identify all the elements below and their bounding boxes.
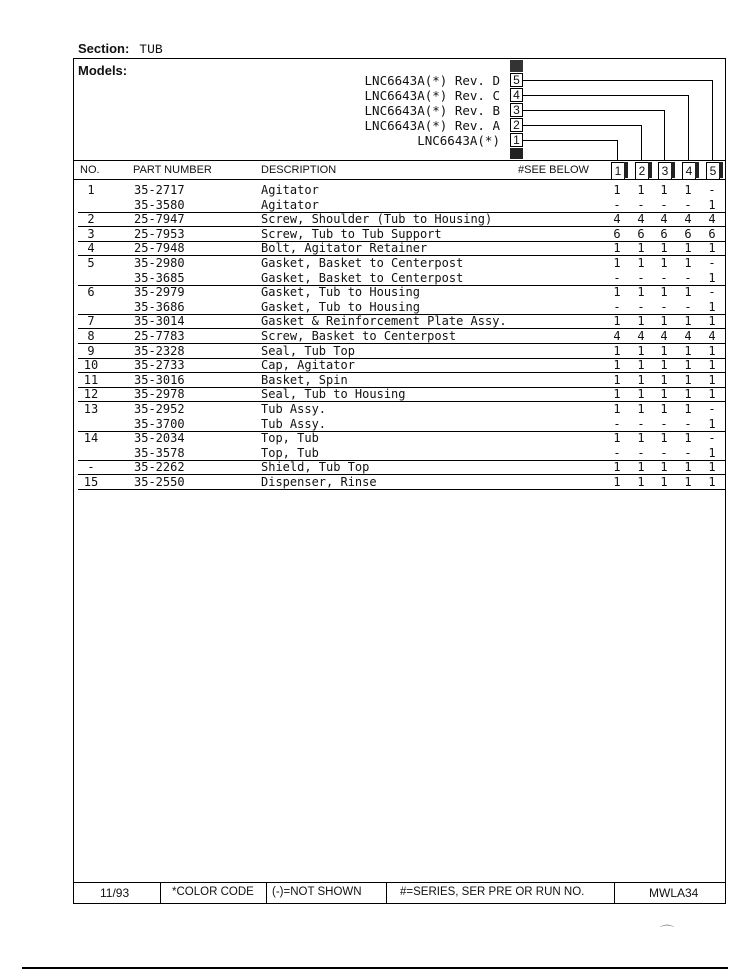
- quantity-cell: -: [660, 416, 668, 431]
- quantity-cell: -: [708, 183, 716, 197]
- model-name: LNC6643A(*) Rev. A: [364, 118, 500, 133]
- part-description: Basket, Spin: [261, 372, 348, 387]
- part-description: Seal, Tub Top: [261, 343, 355, 358]
- item-number: 3: [87, 226, 95, 241]
- quantity-cell: 4: [684, 329, 692, 343]
- model-name: LNC6643A(*) Rev. C: [364, 88, 500, 103]
- footer-code: MWLA34: [649, 886, 699, 900]
- part-description: Bolt, Agitator Retainer: [261, 241, 428, 256]
- row-divider: [78, 489, 725, 490]
- part-number: 25-7953: [134, 226, 185, 241]
- quantity-cell: 1: [660, 431, 668, 446]
- section-heading: [78, 41, 163, 57]
- quantity-cell: 1: [684, 314, 692, 329]
- quantity-cell: -: [684, 270, 692, 285]
- quantity-cell: -: [637, 270, 645, 285]
- quantity-cell: 1: [637, 183, 645, 197]
- quantity-cell: 1: [613, 183, 621, 197]
- quantity-cell: 1: [684, 387, 692, 402]
- quantity-cell: 1: [613, 475, 621, 489]
- quantity-cell: 1: [708, 372, 716, 387]
- quantity-cell: 1: [660, 387, 668, 402]
- quantity-cell: 1: [613, 431, 621, 446]
- model-column-header: 3: [658, 162, 672, 180]
- part-number: 25-7947: [134, 212, 185, 227]
- quantity-cell: 4: [708, 212, 716, 227]
- quantity-cell: -: [637, 299, 645, 314]
- part-description: Tub Assy.: [261, 402, 327, 416]
- model-name: LNC6643A(*): [417, 133, 500, 148]
- quantity-cell: -: [613, 299, 621, 314]
- table-row: [78, 285, 726, 300]
- part-description: Gasket & Reinforcement Plate Assy.: [261, 314, 507, 329]
- quantity-cell: 1: [708, 270, 716, 285]
- quantity-cell: 1: [613, 343, 621, 358]
- part-description: Tub Assy.: [261, 416, 327, 431]
- quantity-cell: -: [613, 197, 621, 212]
- quantity-cell: 1: [613, 402, 621, 416]
- quantity-cell: 4: [613, 212, 621, 227]
- part-description: Gasket, Tub to Housing: [261, 285, 420, 300]
- quantity-cell: 1: [660, 343, 668, 358]
- item-number: 15: [83, 475, 99, 489]
- quantity-cell: 4: [660, 329, 668, 343]
- part-number: 35-3016: [134, 372, 185, 387]
- table-row: [78, 183, 726, 198]
- part-description: Agitator: [261, 197, 319, 212]
- quantity-cell: 4: [613, 329, 621, 343]
- quantity-cell: 1: [708, 445, 716, 460]
- part-number: 35-3014: [134, 314, 185, 329]
- quantity-cell: 1: [637, 358, 645, 373]
- quantity-cell: 1: [684, 402, 692, 416]
- model-column-header: 1: [611, 162, 625, 180]
- quantity-cell: 1: [708, 314, 716, 329]
- quantity-cell: 1: [660, 285, 668, 300]
- quantity-cell: 1: [660, 183, 668, 197]
- part-description: Agitator: [261, 183, 319, 197]
- page-bottom-rule: [22, 967, 728, 969]
- quantity-cell: 1: [637, 372, 645, 387]
- item-number: 4: [87, 241, 95, 256]
- part-description: Screw, Shoulder (Tub to Housing): [261, 212, 493, 227]
- quantity-cell: 4: [660, 212, 668, 227]
- scan-mark-icon: ⌒: [660, 924, 674, 940]
- quantity-cell: 6: [660, 226, 668, 241]
- item-number: 7: [87, 314, 95, 329]
- quantity-cell: 6: [708, 226, 716, 241]
- footer-date: 11/93: [100, 886, 130, 900]
- model-column-header: 5: [706, 162, 720, 180]
- quantity-cell: 1: [684, 372, 692, 387]
- table-row: [78, 314, 726, 329]
- model-column-header: 2: [635, 162, 649, 180]
- quantity-cell: -: [684, 299, 692, 314]
- table-row: [78, 212, 726, 227]
- item-number: 9: [87, 343, 95, 358]
- part-description: Cap, Agitator: [261, 358, 355, 373]
- quantity-cell: 4: [637, 212, 645, 227]
- part-number: 35-2978: [134, 387, 185, 402]
- quantity-cell: 1: [613, 372, 621, 387]
- footer-color-code: *COLOR CODE: [172, 886, 254, 898]
- quantity-cell: 1: [660, 372, 668, 387]
- quantity-cell: -: [684, 416, 692, 431]
- item-number: 2: [87, 212, 95, 227]
- part-description: Screw, Tub to Tub Support: [261, 226, 442, 241]
- quantity-cell: 1: [637, 460, 645, 475]
- item-number: 5: [87, 256, 95, 270]
- quantity-cell: -: [708, 285, 716, 300]
- part-number: 35-2733: [134, 358, 185, 373]
- quantity-cell: 1: [637, 387, 645, 402]
- part-number: 35-2550: [134, 475, 185, 489]
- quantity-cell: 1: [708, 416, 716, 431]
- quantity-cell: 1: [684, 431, 692, 446]
- quantity-cell: 4: [708, 329, 716, 343]
- quantity-cell: 1: [708, 299, 716, 314]
- quantity-cell: -: [660, 445, 668, 460]
- model-code-box: 3: [510, 103, 523, 117]
- header-see-below: #SEE BELOW: [518, 164, 589, 176]
- header-no: NO.: [80, 164, 100, 176]
- table-row: [78, 329, 726, 344]
- quantity-cell: 1: [684, 358, 692, 373]
- quantity-cell: 1: [708, 387, 716, 402]
- quantity-cell: 1: [637, 256, 645, 270]
- part-description: Screw, Basket to Centerpost: [261, 329, 457, 343]
- part-description: Seal, Tub to Housing: [261, 387, 406, 402]
- quantity-cell: 1: [613, 285, 621, 300]
- quantity-cell: 1: [708, 343, 716, 358]
- quantity-cell: 1: [660, 402, 668, 416]
- model-code-box: 5: [510, 73, 523, 87]
- footer-not-shown: (-)=NOT SHOWN: [272, 886, 362, 898]
- quantity-cell: 6: [613, 226, 621, 241]
- quantity-cell: 1: [708, 358, 716, 373]
- quantity-cell: 1: [684, 343, 692, 358]
- quantity-cell: -: [613, 416, 621, 431]
- quantity-cell: -: [637, 416, 645, 431]
- quantity-cell: 1: [708, 460, 716, 475]
- quantity-cell: 1: [613, 387, 621, 402]
- header-description: DESCRIPTION: [261, 164, 337, 176]
- item-number: 11: [83, 372, 99, 387]
- item-number: 14: [83, 431, 99, 446]
- quantity-cell: 1: [613, 256, 621, 270]
- table-row: [78, 198, 726, 213]
- quantity-cell: 1: [708, 197, 716, 212]
- model-code-box: 1: [510, 133, 523, 147]
- quantity-cell: -: [637, 197, 645, 212]
- quantity-cell: 1: [637, 343, 645, 358]
- model-name: LNC6643A(*) Rev. B: [364, 103, 500, 118]
- table-row: [78, 271, 726, 286]
- section-label: Section:: [78, 41, 130, 56]
- part-number: 35-2952: [134, 402, 185, 416]
- quantity-cell: 1: [637, 285, 645, 300]
- quantity-cell: 1: [660, 314, 668, 329]
- part-number: 35-3686: [134, 299, 185, 314]
- section-value: TUB: [139, 42, 163, 57]
- item-number: 6: [87, 285, 95, 300]
- part-description: Top, Tub: [261, 445, 319, 460]
- quantity-cell: -: [708, 402, 716, 416]
- quantity-cell: 1: [660, 256, 668, 270]
- part-description: Gasket, Tub to Housing: [261, 299, 420, 314]
- quantity-cell: 1: [684, 475, 692, 489]
- part-description: Gasket, Basket to Centerpost: [261, 256, 464, 270]
- part-description: Dispenser, Rinse: [261, 475, 377, 489]
- table-row: [78, 300, 726, 315]
- quantity-cell: -: [660, 197, 668, 212]
- table-row: [78, 358, 726, 373]
- part-number: 25-7783: [134, 329, 185, 343]
- model-column-header: 4: [682, 162, 696, 180]
- part-description: Gasket, Basket to Centerpost: [261, 270, 464, 285]
- item-number: 12: [83, 387, 99, 402]
- quantity-cell: -: [613, 270, 621, 285]
- part-description: Shield, Tub Top: [261, 460, 370, 475]
- table-row: [78, 373, 726, 388]
- quantity-cell: -: [660, 270, 668, 285]
- quantity-cell: -: [708, 431, 716, 446]
- quantity-cell: 1: [660, 460, 668, 475]
- part-number: 35-3685: [134, 270, 185, 285]
- part-number: 25-7948: [134, 241, 185, 256]
- part-number: 35-2262: [134, 460, 185, 475]
- quantity-cell: 1: [708, 241, 716, 256]
- model-code-box: 2: [510, 118, 523, 132]
- quantity-cell: 1: [708, 475, 716, 489]
- quantity-cell: 1: [613, 460, 621, 475]
- quantity-cell: 1: [684, 460, 692, 475]
- quantity-cell: 6: [637, 226, 645, 241]
- table-row: [78, 446, 726, 461]
- quantity-cell: -: [637, 445, 645, 460]
- quantity-cell: 1: [660, 475, 668, 489]
- table-row: [78, 241, 726, 256]
- quantity-cell: 1: [613, 314, 621, 329]
- quantity-cell: 1: [684, 241, 692, 256]
- part-number: 35-2980: [134, 256, 185, 270]
- quantity-cell: 1: [613, 358, 621, 373]
- table-row: [78, 460, 726, 475]
- table-row: [78, 475, 726, 490]
- item-number: 10: [83, 358, 99, 373]
- models-label: Models:: [78, 63, 128, 78]
- header-part-number: PART NUMBER: [133, 164, 212, 176]
- table-row: [78, 431, 726, 446]
- table-row: [78, 256, 726, 271]
- item-number: 8: [87, 329, 95, 343]
- quantity-cell: -: [660, 299, 668, 314]
- quantity-cell: 4: [684, 212, 692, 227]
- part-number: 35-2328: [134, 343, 185, 358]
- model-name: LNC6643A(*) Rev. D: [364, 73, 500, 88]
- quantity-cell: 1: [660, 358, 668, 373]
- table-row: [78, 344, 726, 359]
- table-row: [78, 417, 726, 432]
- quantity-cell: -: [708, 256, 716, 270]
- footer-series: #=SERIES, SER PRE OR RUN NO.: [400, 886, 585, 898]
- quantity-cell: 1: [684, 256, 692, 270]
- part-number: 35-2034: [134, 431, 185, 446]
- table-row: [78, 227, 726, 242]
- part-number: 35-3578: [134, 445, 185, 460]
- part-number: 35-3700: [134, 416, 185, 431]
- part-description: Top, Tub: [261, 431, 319, 446]
- part-number: 35-2979: [134, 285, 185, 300]
- quantity-cell: 4: [637, 329, 645, 343]
- quantity-cell: 1: [637, 314, 645, 329]
- item-number: 1: [87, 183, 95, 197]
- quantity-cell: 6: [684, 226, 692, 241]
- model-code-box: 4: [510, 88, 523, 102]
- quantity-cell: 1: [637, 241, 645, 256]
- part-number: 35-2717: [134, 183, 185, 197]
- quantity-cell: 1: [613, 241, 621, 256]
- table-row: [78, 402, 726, 417]
- quantity-cell: -: [684, 197, 692, 212]
- quantity-cell: -: [684, 445, 692, 460]
- quantity-cell: 1: [637, 475, 645, 489]
- item-number: -: [87, 460, 95, 475]
- part-number: 35-3580: [134, 197, 185, 212]
- table-row: [78, 387, 726, 402]
- quantity-cell: 1: [684, 183, 692, 197]
- quantity-cell: 1: [637, 402, 645, 416]
- quantity-cell: 1: [660, 241, 668, 256]
- item-number: 13: [83, 402, 99, 416]
- quantity-cell: 1: [684, 285, 692, 300]
- quantity-cell: -: [613, 445, 621, 460]
- quantity-cell: 1: [637, 431, 645, 446]
